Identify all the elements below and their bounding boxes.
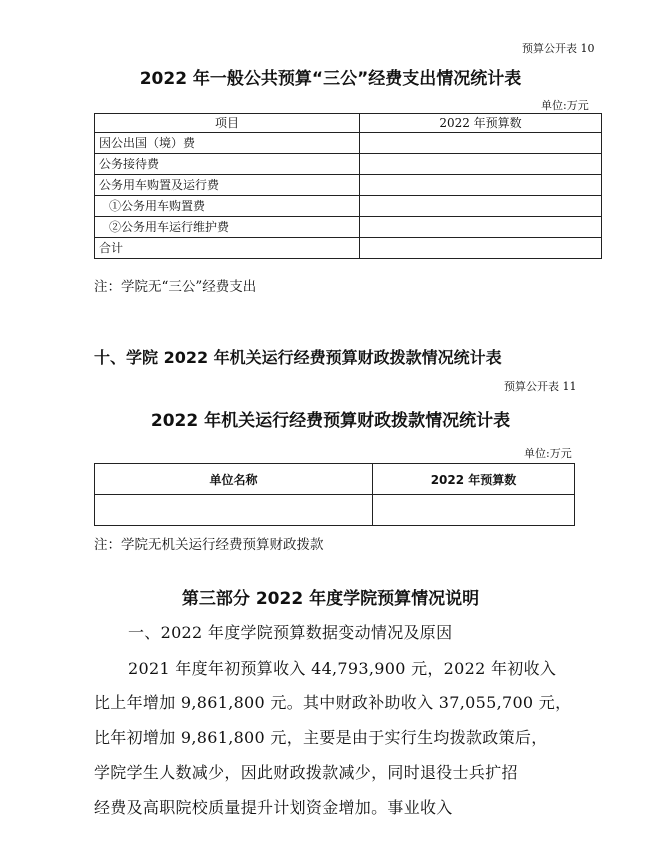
row-label: 公务接待费 bbox=[95, 154, 360, 175]
row-value bbox=[360, 238, 602, 259]
section-10-heading: 十、学院 2022 年机关运行经费预算财政拨款情况统计表 bbox=[94, 348, 502, 367]
header-item: 项目 bbox=[95, 114, 360, 133]
paragraph-line: 比年初增加 9,861,800 元，主要是由于实行生均拨款政策后， bbox=[94, 728, 548, 747]
table1-unit: 单位:万元 bbox=[541, 99, 589, 112]
paragraph-line: 学院学生人数减少，因此财政拨款减少，同时退役士兵扩招 bbox=[94, 763, 518, 782]
three-public-expense-table bbox=[94, 113, 602, 259]
paragraph-line: 比上年增加 9,861,800 元。其中财政补助收入 37,055,700 元， bbox=[94, 693, 572, 712]
subheading-budget-change: 一、2022 年度学院预算数据变动情况及原因 bbox=[128, 623, 453, 642]
table1-title: 2022 年一般公共预算“三公”经费支出情况统计表 bbox=[139, 69, 522, 89]
header-budget-2022: 2022 年预算数 bbox=[373, 464, 575, 495]
paragraph-line: 2021 年度年初预算收入 44,793,900 元，2022 年初收入 bbox=[128, 659, 557, 678]
table-row bbox=[95, 154, 602, 175]
table2-unit: 单位:万元 bbox=[524, 447, 572, 460]
table-row bbox=[95, 495, 575, 526]
table-row bbox=[95, 175, 602, 196]
row-value bbox=[373, 495, 575, 526]
table-row bbox=[95, 217, 602, 238]
row-value bbox=[360, 175, 602, 196]
row-label: ②公务用车运行维护费 bbox=[95, 217, 360, 238]
header-budget-2022: 2022 年预算数 bbox=[360, 114, 602, 133]
table-row bbox=[95, 133, 602, 154]
row-label: 公务用车购置及运行费 bbox=[95, 175, 360, 196]
row-value bbox=[95, 495, 373, 526]
table2-note: 注：学院无机关运行经费预算财政拨款 bbox=[94, 537, 324, 553]
page-tag-11: 预算公开表 11 bbox=[504, 380, 577, 393]
row-value bbox=[360, 154, 602, 175]
table-header-row bbox=[95, 464, 575, 495]
part-3-heading: 第三部分 2022 年度学院预算情况说明 bbox=[181, 589, 480, 609]
table-row bbox=[95, 238, 602, 259]
paragraph-line: 经费及高职院校质量提升计划资金增加。事业收入 bbox=[94, 798, 453, 817]
row-label: ①公务用车购置费 bbox=[95, 196, 360, 217]
row-value bbox=[360, 217, 602, 238]
row-label: 因公出国（境）费 bbox=[95, 133, 360, 154]
header-unit-name: 单位名称 bbox=[95, 464, 373, 495]
table2-title: 2022 年机关运行经费预算财政拨款情况统计表 bbox=[150, 411, 511, 431]
row-label: 合计 bbox=[95, 238, 360, 259]
table1-note: 注：学院无“三公”经费支出 bbox=[94, 279, 257, 295]
operating-expense-table bbox=[94, 463, 575, 526]
row-value bbox=[360, 133, 602, 154]
row-value bbox=[360, 196, 602, 217]
page-tag-10: 预算公开表 10 bbox=[522, 42, 595, 55]
table-header-row bbox=[95, 114, 602, 133]
table-row bbox=[95, 196, 602, 217]
